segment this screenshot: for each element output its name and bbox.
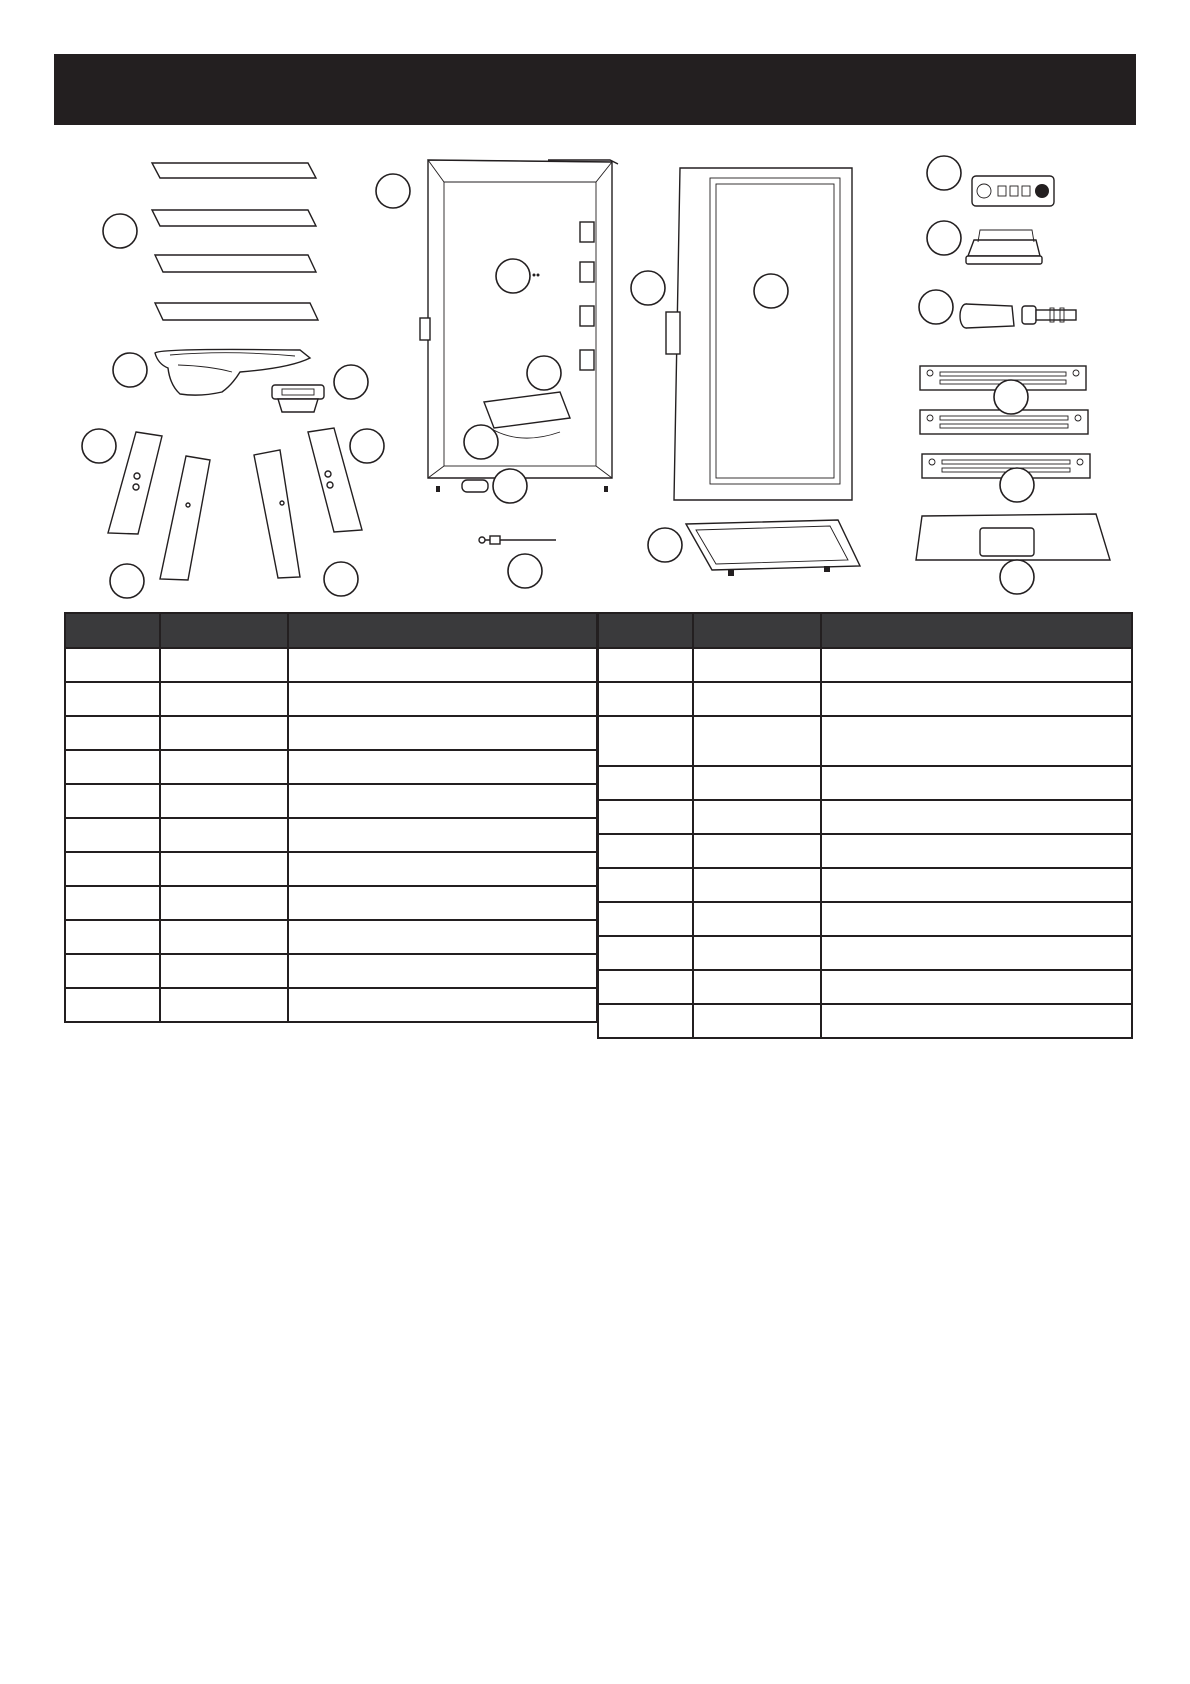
cell — [693, 834, 821, 868]
cell — [693, 800, 821, 834]
cell — [821, 970, 1132, 1004]
control-panel — [972, 176, 1054, 206]
cell — [693, 970, 821, 1004]
callout-drip-tray — [648, 528, 682, 562]
cell — [160, 886, 288, 920]
cell — [65, 716, 160, 750]
callout-cabinet-top — [376, 174, 410, 208]
callout-door — [754, 274, 788, 308]
cooking-racks — [152, 163, 318, 320]
cell — [160, 852, 288, 886]
cell — [821, 936, 1132, 970]
cell — [288, 920, 597, 954]
header-cell — [598, 613, 693, 648]
table-row — [598, 902, 1132, 936]
table-row — [65, 852, 597, 886]
cell — [821, 682, 1132, 716]
cell — [821, 716, 1132, 766]
header-cell — [821, 613, 1132, 648]
cell — [288, 784, 597, 818]
table-row — [598, 834, 1132, 868]
cell — [160, 716, 288, 750]
cell — [598, 800, 693, 834]
base-rails — [920, 366, 1090, 478]
cell — [288, 818, 597, 852]
cell — [693, 936, 821, 970]
cell — [288, 750, 597, 784]
cell — [160, 682, 288, 716]
cell — [598, 648, 693, 682]
callout-water-bowl — [113, 353, 147, 387]
table-row — [598, 682, 1132, 716]
table-header-row — [598, 613, 1132, 648]
cell — [65, 750, 160, 784]
callout-cabinet-body — [496, 259, 530, 293]
cell — [821, 834, 1132, 868]
bottom-base — [916, 514, 1110, 560]
callout-chip-tray — [334, 365, 368, 399]
header-cell — [65, 613, 160, 648]
cell — [160, 988, 288, 1022]
callout-leg-front-left — [82, 429, 116, 463]
cell — [65, 648, 160, 682]
cell — [693, 1004, 821, 1038]
table-row — [65, 682, 597, 716]
callout-rail-bottom — [1000, 468, 1034, 502]
table-row — [65, 784, 597, 818]
cell — [693, 902, 821, 936]
cell — [693, 648, 821, 682]
air-damper — [960, 304, 1076, 328]
cell — [65, 886, 160, 920]
cell — [598, 1004, 693, 1038]
table-row — [598, 868, 1132, 902]
cell — [821, 800, 1132, 834]
parts-table-right — [597, 612, 1133, 1039]
callout-heating-element — [527, 356, 561, 390]
water-bowl — [155, 349, 310, 395]
drip-tray — [686, 520, 860, 576]
callout-leg-rear-left — [110, 564, 144, 598]
table-row — [598, 716, 1132, 766]
cell — [693, 766, 821, 800]
callout-rails — [994, 380, 1028, 414]
table-row — [598, 936, 1132, 970]
callout-chip-loader — [464, 425, 498, 459]
cell — [65, 682, 160, 716]
cell — [821, 648, 1132, 682]
wood-chip-tray — [272, 385, 324, 412]
table-row — [65, 750, 597, 784]
cell — [65, 818, 160, 852]
cell — [598, 766, 693, 800]
callout-meat-probe — [508, 554, 542, 588]
cell — [598, 682, 693, 716]
cell — [65, 988, 160, 1022]
cell — [821, 766, 1132, 800]
cell — [288, 852, 597, 886]
cell — [693, 716, 821, 766]
cell — [160, 648, 288, 682]
cell — [821, 1004, 1132, 1038]
header-cell — [288, 613, 597, 648]
cell — [160, 818, 288, 852]
table-row — [598, 766, 1132, 800]
header-bar — [54, 54, 1136, 125]
callout-controller — [927, 156, 961, 190]
cell — [160, 750, 288, 784]
cell — [598, 834, 693, 868]
cell — [65, 784, 160, 818]
part-callouts — [82, 156, 1034, 598]
callout-rack — [103, 214, 137, 248]
cell — [160, 920, 288, 954]
cell — [288, 886, 597, 920]
cell — [821, 868, 1132, 902]
table-row — [65, 920, 597, 954]
cell — [693, 868, 821, 902]
cell — [160, 784, 288, 818]
table-row — [598, 1004, 1132, 1038]
header-cell — [693, 613, 821, 648]
cell — [598, 868, 693, 902]
table-row — [65, 988, 597, 1022]
table-row — [598, 970, 1132, 1004]
header-cell — [160, 613, 288, 648]
cell — [288, 682, 597, 716]
table-row — [598, 648, 1132, 682]
callout-leg-front-right — [350, 429, 384, 463]
cell — [65, 920, 160, 954]
meat-probe — [479, 536, 556, 544]
table-header-row — [65, 613, 597, 648]
cell — [598, 970, 693, 1004]
callout-damper — [919, 290, 953, 324]
callout-leg-rear-right — [324, 562, 358, 596]
table-row — [65, 818, 597, 852]
cell — [693, 682, 821, 716]
cell — [598, 936, 693, 970]
callout-cabinet-bottom — [493, 469, 527, 503]
table-row — [65, 886, 597, 920]
callout-handle — [927, 221, 961, 255]
cell — [288, 716, 597, 750]
cell — [821, 902, 1132, 936]
cell — [65, 852, 160, 886]
cell — [160, 954, 288, 988]
callout-base — [1000, 560, 1034, 594]
parts-table-left — [64, 612, 598, 1023]
table-row — [598, 800, 1132, 834]
table-row — [65, 954, 597, 988]
cell — [598, 902, 693, 936]
callout-door-hinge — [631, 271, 665, 305]
cell — [598, 716, 693, 766]
table-row — [65, 716, 597, 750]
door-handle — [966, 230, 1042, 264]
smoker-door — [666, 168, 852, 500]
cell — [288, 648, 597, 682]
cell — [65, 954, 160, 988]
smoker-body — [420, 160, 618, 492]
legs — [108, 428, 362, 580]
table-row — [65, 648, 597, 682]
cell — [288, 988, 597, 1022]
cell — [288, 954, 597, 988]
